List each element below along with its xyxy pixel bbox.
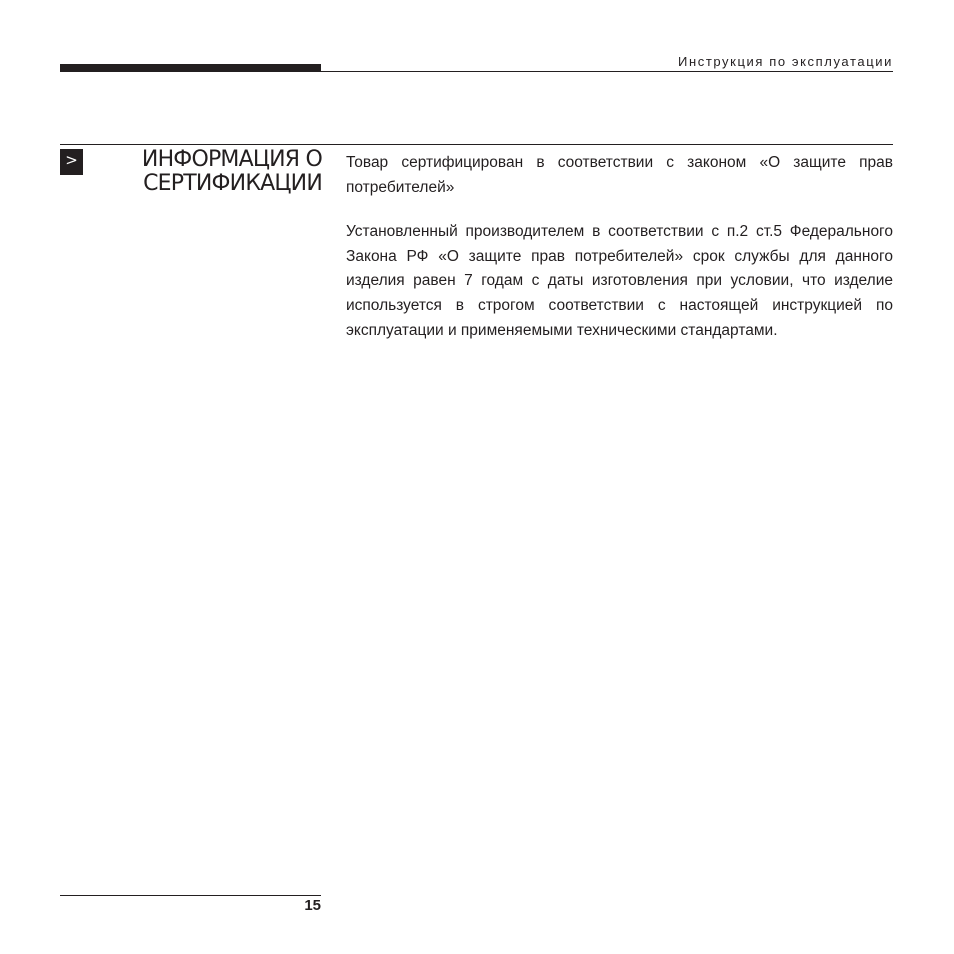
section-title-line: СЕРТИФИКАЦИИ [143, 171, 322, 196]
header-bar-decoration [60, 64, 321, 72]
section-marker-icon: > [60, 149, 83, 175]
section-title [95, 148, 322, 196]
section-divider [60, 144, 893, 145]
paragraph-certification: Товар сертифицирован в соответствии с законом «О защите прав потребителей» [346, 154, 893, 196]
section-body [346, 151, 893, 363]
header-title: Инструкция по эксплуатации [678, 54, 893, 69]
paragraph-service-life: Установленный производителем в соответствии с п.2 ст.5 Федерального Закона РФ «О защите прав потребителей» срок службы для данного изделия равен 7 годам с даты изготовления при условии, что изделие используется в строгом соответствии с настоящей инструкцией по эксплуатации и применяемыми техническими стандартами. [346, 223, 893, 339]
page-number: 15 [304, 897, 321, 914]
footer-rule [60, 895, 321, 896]
section-title-line: ИНФОРМАЦИЯ О [141, 147, 322, 172]
header-rule [321, 71, 893, 72]
